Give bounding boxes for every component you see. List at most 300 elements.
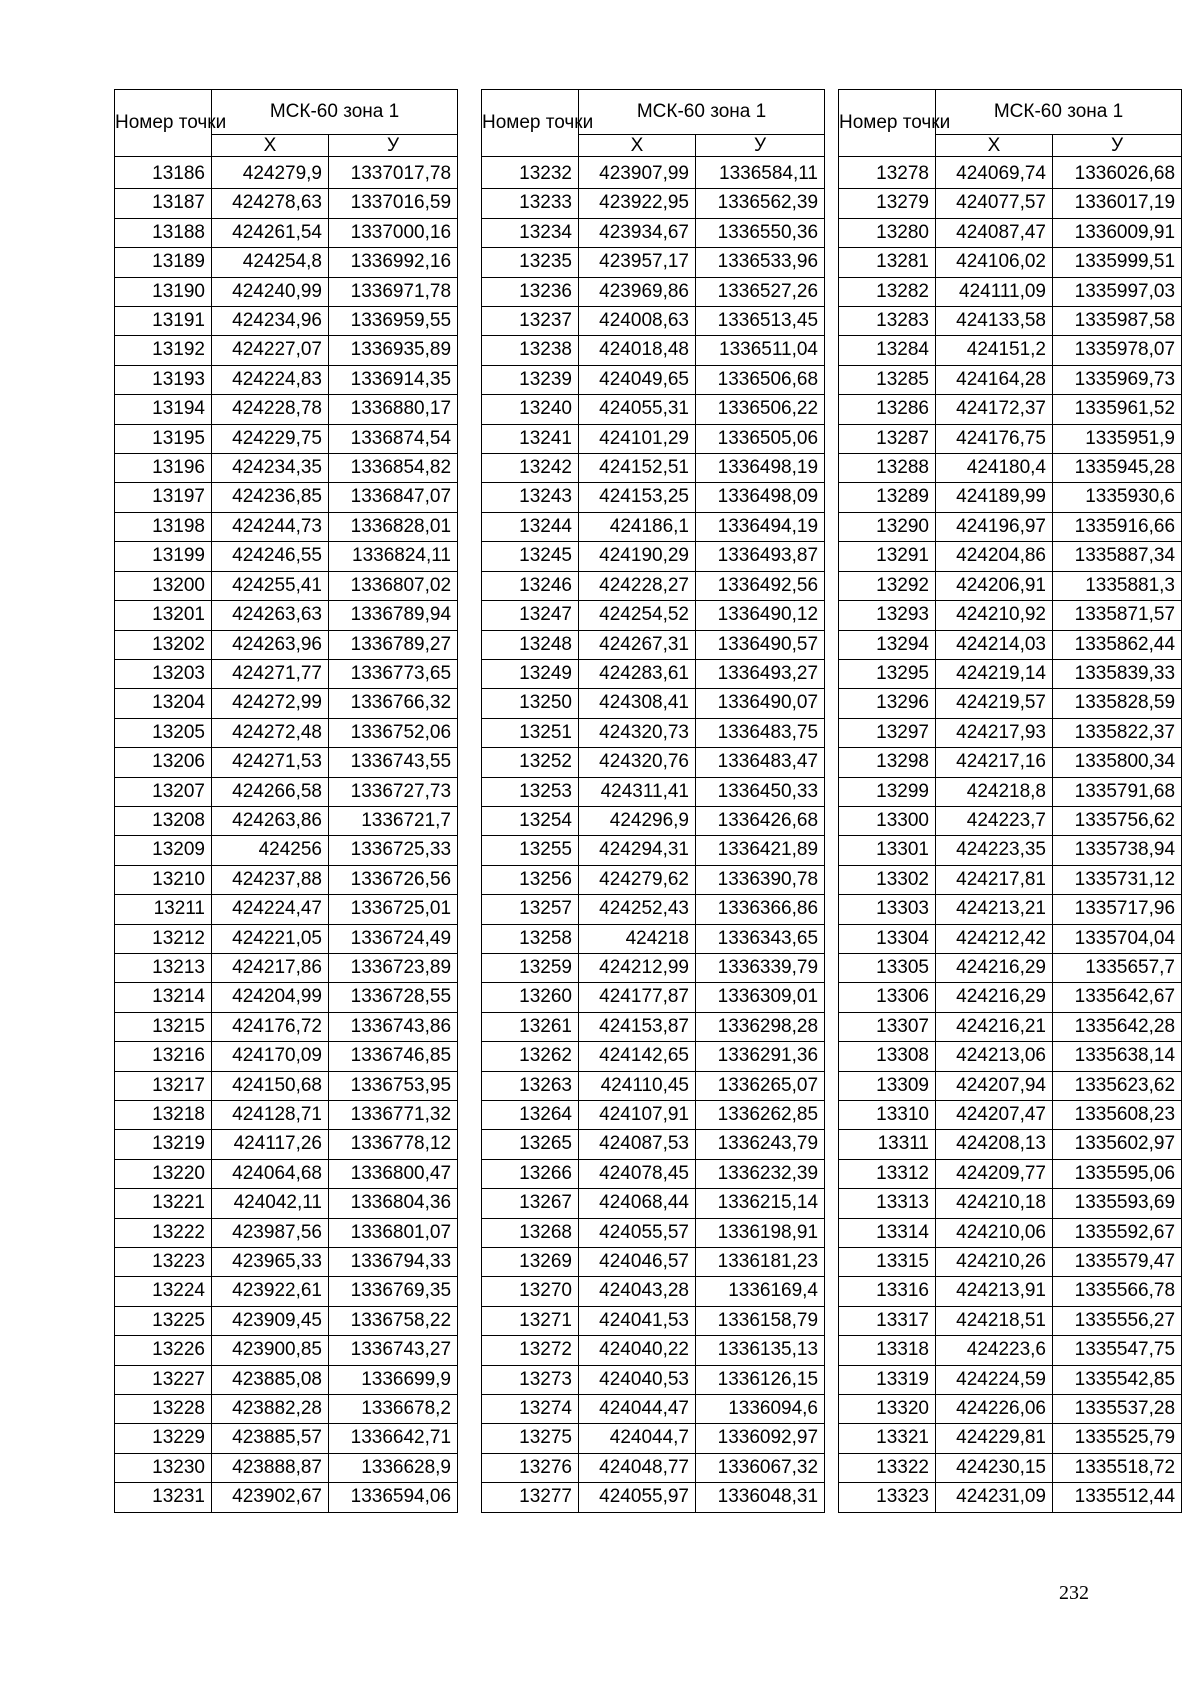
- table-row: [482, 189, 825, 218]
- table-header: [115, 90, 458, 157]
- x-coordinate-cell: 424043,28: [579, 1277, 696, 1306]
- y-coordinate-cell: 1336450,33: [696, 777, 825, 806]
- y-coordinate-cell: 1336492,56: [696, 571, 825, 600]
- x-coordinate-cell: 424087,47: [936, 218, 1053, 247]
- table-row: [839, 307, 1182, 336]
- y-coordinate-cell: 1336067,32: [696, 1453, 825, 1482]
- x-coordinate-cell: 424219,14: [936, 659, 1053, 688]
- y-coordinate-cell: 1336726,56: [329, 865, 458, 894]
- table-row: [482, 718, 825, 747]
- table-row: [839, 365, 1182, 394]
- x-coordinate-cell: 424224,59: [936, 1365, 1053, 1394]
- y-coordinate-cell: 1335800,34: [1053, 748, 1182, 777]
- y-coordinate-cell: 1336752,06: [329, 718, 458, 747]
- x-coordinate-cell: 424308,41: [579, 689, 696, 718]
- x-coordinate-cell: 424207,94: [936, 1071, 1053, 1100]
- point-number-cell: 13287: [839, 424, 936, 453]
- table-row: [115, 512, 458, 541]
- table-row: [115, 395, 458, 424]
- table-row: [115, 1071, 458, 1100]
- y-coordinate-cell: 1336343,65: [696, 924, 825, 953]
- y-coordinate-cell: 1336158,79: [696, 1306, 825, 1335]
- x-coordinate-cell: 424204,99: [212, 983, 329, 1012]
- point-number-cell: 13271: [482, 1306, 579, 1335]
- point-number-cell: 13270: [482, 1277, 579, 1306]
- x-coordinate-cell: 424210,06: [936, 1218, 1053, 1247]
- table-row: [115, 571, 458, 600]
- y-coordinate-cell: 1336243,79: [696, 1130, 825, 1159]
- y-coordinate-cell: 1336009,91: [1053, 218, 1182, 247]
- x-coordinate-cell: 424218,8: [936, 777, 1053, 806]
- x-coordinate-cell: 424237,88: [212, 865, 329, 894]
- y-coordinate-cell: 1336533,96: [696, 248, 825, 277]
- x-coordinate-cell: 424256: [212, 836, 329, 865]
- x-coordinate-cell: 424048,77: [579, 1453, 696, 1482]
- point-number-cell: 13201: [115, 601, 212, 630]
- table-row: [115, 1159, 458, 1188]
- y-coordinate-cell: 1337016,59: [329, 189, 458, 218]
- y-coordinate-cell: 1336092,97: [696, 1424, 825, 1453]
- table-row: [839, 1277, 1182, 1306]
- point-number-cell: 13289: [839, 483, 936, 512]
- y-coordinate-cell: 1336746,85: [329, 1042, 458, 1071]
- y-coordinate-cell: 1336628,9: [329, 1453, 458, 1482]
- table-row: [482, 1277, 825, 1306]
- table-row: [482, 659, 825, 688]
- x-coordinate-cell: 424263,96: [212, 630, 329, 659]
- point-number-cell: 13194: [115, 395, 212, 424]
- table-row: [839, 630, 1182, 659]
- x-coordinate-cell: 423885,57: [212, 1424, 329, 1453]
- y-coordinate-cell: 1335642,28: [1053, 1012, 1182, 1041]
- table-row: [482, 1071, 825, 1100]
- table-row: [482, 1218, 825, 1247]
- x-coordinate-cell: 424142,65: [579, 1042, 696, 1071]
- point-number-cell: 13267: [482, 1189, 579, 1218]
- table-body: [839, 157, 1182, 1513]
- x-coordinate-cell: 424227,07: [212, 336, 329, 365]
- table-row: [482, 542, 825, 571]
- x-coordinate-cell: 424271,77: [212, 659, 329, 688]
- y-coordinate-cell: 1336490,07: [696, 689, 825, 718]
- y-coordinate-cell: 1336778,12: [329, 1130, 458, 1159]
- table-row: [839, 836, 1182, 865]
- table-row: [115, 248, 458, 277]
- table-row: [115, 659, 458, 688]
- point-number-cell: 13220: [115, 1159, 212, 1188]
- x-coordinate-cell: 424224,47: [212, 895, 329, 924]
- point-number-cell: 13211: [115, 895, 212, 924]
- point-number-cell: 13279: [839, 189, 936, 218]
- point-number-cell: 13297: [839, 718, 936, 747]
- table-row: [839, 454, 1182, 483]
- x-coordinate-cell: 424210,18: [936, 1189, 1053, 1218]
- y-coordinate-cell: 1336874,54: [329, 424, 458, 453]
- x-coordinate-cell: 424217,16: [936, 748, 1053, 777]
- x-coordinate-cell: 424236,85: [212, 483, 329, 512]
- point-number-cell: 13237: [482, 307, 579, 336]
- y-coordinate-cell: 1336824,11: [329, 542, 458, 571]
- point-number-cell: 13247: [482, 601, 579, 630]
- point-number-cell: 13215: [115, 1012, 212, 1041]
- point-number-cell: 13311: [839, 1130, 936, 1159]
- y-coordinate-cell: 1336298,28: [696, 1012, 825, 1041]
- point-number-cell: 13255: [482, 836, 579, 865]
- table-row: [115, 689, 458, 718]
- table-row: [839, 571, 1182, 600]
- point-number-cell: 13248: [482, 630, 579, 659]
- point-number-cell: 13229: [115, 1424, 212, 1453]
- point-number-cell: 13280: [839, 218, 936, 247]
- point-number-cell: 13320: [839, 1395, 936, 1424]
- table-row: [839, 806, 1182, 835]
- x-coordinate-cell: 424207,47: [936, 1101, 1053, 1130]
- table-row: [482, 895, 825, 924]
- table-row: [839, 1189, 1182, 1218]
- x-coordinate-cell: 424110,45: [579, 1071, 696, 1100]
- table-row: [482, 953, 825, 982]
- table-row: [482, 1453, 825, 1482]
- y-coordinate-cell: 1336584,11: [696, 157, 825, 189]
- point-number-cell: 13259: [482, 953, 579, 982]
- y-coordinate-cell: 1335731,12: [1053, 865, 1182, 894]
- point-number-cell: 13198: [115, 512, 212, 541]
- table-row: [115, 1395, 458, 1424]
- y-coordinate-cell: 1335791,68: [1053, 777, 1182, 806]
- point-number-cell: 13197: [115, 483, 212, 512]
- y-coordinate-cell: 1336728,55: [329, 983, 458, 1012]
- coordinates-table-3: [838, 89, 1182, 1513]
- y-coordinate-cell: 1336699,9: [329, 1365, 458, 1394]
- table-row: [839, 865, 1182, 894]
- table-row: [839, 748, 1182, 777]
- point-number-cell: 13188: [115, 218, 212, 247]
- table-row: [115, 1189, 458, 1218]
- point-number-cell: 13322: [839, 1453, 936, 1482]
- y-coordinate-cell: 1336198,91: [696, 1218, 825, 1247]
- table-row: [482, 630, 825, 659]
- point-number-cell: 13199: [115, 542, 212, 571]
- table-row: [482, 1483, 825, 1512]
- table-row: [115, 454, 458, 483]
- table-row: [482, 571, 825, 600]
- x-coordinate-cell: 424049,65: [579, 365, 696, 394]
- x-coordinate-cell: 424055,31: [579, 395, 696, 424]
- point-number-cell: 13193: [115, 365, 212, 394]
- point-number-cell: 13316: [839, 1277, 936, 1306]
- y-coordinate-cell: 1335871,57: [1053, 601, 1182, 630]
- table-row: [482, 1306, 825, 1335]
- point-number-cell: 13292: [839, 571, 936, 600]
- point-number-cell: 13300: [839, 806, 936, 835]
- x-coordinate-cell: 424077,57: [936, 189, 1053, 218]
- point-number-cell: 13252: [482, 748, 579, 777]
- point-number-cell: 13225: [115, 1306, 212, 1335]
- y-coordinate-cell: 1335595,06: [1053, 1159, 1182, 1188]
- point-number-cell: 13224: [115, 1277, 212, 1306]
- table-row: [115, 1306, 458, 1335]
- x-coordinate-cell: 424176,72: [212, 1012, 329, 1041]
- y-coordinate-cell: 1336828,01: [329, 512, 458, 541]
- point-number-cell: 13263: [482, 1071, 579, 1100]
- table-row: [839, 1101, 1182, 1130]
- table-row: [839, 953, 1182, 982]
- y-coordinate-cell: 1336265,07: [696, 1071, 825, 1100]
- y-coordinate-cell: 1336847,07: [329, 483, 458, 512]
- y-coordinate-cell: 1335945,28: [1053, 454, 1182, 483]
- y-coordinate-cell: 1336506,68: [696, 365, 825, 394]
- point-number-cell: 13310: [839, 1101, 936, 1130]
- table-row: [839, 1042, 1182, 1071]
- x-coordinate-cell: 424117,26: [212, 1130, 329, 1159]
- y-coordinate-cell: 1337017,78: [329, 157, 458, 189]
- table-row: [482, 248, 825, 277]
- table-body: [115, 157, 458, 1513]
- point-number-cell: 13272: [482, 1336, 579, 1365]
- point-number-cell: 13295: [839, 659, 936, 688]
- y-coordinate-cell: 1335881,3: [1053, 571, 1182, 600]
- y-coordinate-cell: 1335987,58: [1053, 307, 1182, 336]
- x-coordinate-cell: 424279,9: [212, 157, 329, 189]
- y-coordinate-cell: 1336880,17: [329, 395, 458, 424]
- x-coordinate-cell: 424218,51: [936, 1306, 1053, 1335]
- y-coordinate-cell: 1336506,22: [696, 395, 825, 424]
- point-number-cell: 13283: [839, 307, 936, 336]
- x-coordinate-cell: 424283,61: [579, 659, 696, 688]
- point-number-cell: 13261: [482, 1012, 579, 1041]
- x-coordinate-cell: 424228,27: [579, 571, 696, 600]
- point-number-cell: 13230: [115, 1453, 212, 1482]
- table-row: [115, 483, 458, 512]
- x-coordinate-cell: 424229,75: [212, 424, 329, 453]
- table-row: [839, 1483, 1182, 1512]
- y-coordinate-cell: 1336724,49: [329, 924, 458, 953]
- x-coordinate-cell: 424101,29: [579, 424, 696, 453]
- x-coordinate-cell: 424208,13: [936, 1130, 1053, 1159]
- point-number-cell: 13238: [482, 336, 579, 365]
- x-coordinate-cell: 424271,53: [212, 748, 329, 777]
- point-number-cell: 13240: [482, 395, 579, 424]
- x-coordinate-cell: 424008,63: [579, 307, 696, 336]
- point-number-cell: 13223: [115, 1248, 212, 1277]
- y-coordinate-cell: 1336725,33: [329, 836, 458, 865]
- y-coordinate-cell: 1336721,7: [329, 806, 458, 835]
- table-row: [839, 1365, 1182, 1394]
- y-coordinate-cell: 1336215,14: [696, 1189, 825, 1218]
- y-coordinate-cell: 1336126,15: [696, 1365, 825, 1394]
- x-coordinate-cell: 423922,95: [579, 189, 696, 218]
- point-number-cell: 13265: [482, 1130, 579, 1159]
- point-number-cell: 13257: [482, 895, 579, 924]
- x-coordinate-cell: 424213,21: [936, 895, 1053, 924]
- table-row: [115, 836, 458, 865]
- y-coordinate-cell: 1336390,78: [696, 865, 825, 894]
- point-number-cell: 13274: [482, 1395, 579, 1424]
- y-coordinate-cell: 1336493,27: [696, 659, 825, 688]
- x-coordinate-cell: 424078,45: [579, 1159, 696, 1188]
- point-number-cell: 13219: [115, 1130, 212, 1159]
- y-coordinate-cell: 1335978,07: [1053, 336, 1182, 365]
- table-row: [115, 983, 458, 1012]
- y-coordinate-cell: 1335717,96: [1053, 895, 1182, 924]
- table-header: [839, 90, 1182, 157]
- x-coordinate-cell: 424041,53: [579, 1306, 696, 1335]
- y-coordinate-cell: 1336494,19: [696, 512, 825, 541]
- x-coordinate-cell: 424261,54: [212, 218, 329, 247]
- point-number-cell: 13234: [482, 218, 579, 247]
- table-row: [839, 424, 1182, 453]
- x-coordinate-cell: 424128,71: [212, 1101, 329, 1130]
- y-coordinate-cell: 1336169,4: [696, 1277, 825, 1306]
- y-coordinate-cell: 1336262,85: [696, 1101, 825, 1130]
- point-number-cell: 13281: [839, 248, 936, 277]
- point-number-cell: 13232: [482, 157, 579, 189]
- x-coordinate-cell: 424218: [579, 924, 696, 953]
- table-row: [482, 806, 825, 835]
- point-number-cell: 13309: [839, 1071, 936, 1100]
- y-coordinate-cell: 1336562,39: [696, 189, 825, 218]
- point-number-cell: 13299: [839, 777, 936, 806]
- y-coordinate-cell: 1336426,68: [696, 806, 825, 835]
- point-number-cell: 13273: [482, 1365, 579, 1394]
- table-row: [115, 601, 458, 630]
- y-coordinate-cell: 1335512,44: [1053, 1483, 1182, 1512]
- y-coordinate-cell: 1336232,39: [696, 1159, 825, 1188]
- point-number-cell: 13187: [115, 189, 212, 218]
- x-coordinate-cell: 424044,7: [579, 1424, 696, 1453]
- point-number-cell: 13288: [839, 454, 936, 483]
- x-coordinate-cell: 424216,21: [936, 1012, 1053, 1041]
- y-coordinate-cell: 1335525,79: [1053, 1424, 1182, 1453]
- x-coordinate-cell: 424240,99: [212, 277, 329, 306]
- table-row: [482, 1130, 825, 1159]
- y-coordinate-cell: 1336914,35: [329, 365, 458, 394]
- x-coordinate-cell: 423922,61: [212, 1277, 329, 1306]
- table-row: [482, 1101, 825, 1130]
- y-coordinate-cell: 1336527,26: [696, 277, 825, 306]
- y-coordinate-cell: 1336789,27: [329, 630, 458, 659]
- x-coordinate-cell: 424229,81: [936, 1424, 1053, 1453]
- x-coordinate-cell: 424255,41: [212, 571, 329, 600]
- table-row: [115, 777, 458, 806]
- y-coordinate-cell: 1336498,09: [696, 483, 825, 512]
- x-coordinate-cell: 424064,68: [212, 1159, 329, 1188]
- x-coordinate-cell: 424311,41: [579, 777, 696, 806]
- y-coordinate-cell: 1336483,75: [696, 718, 825, 747]
- point-number-cell: 13242: [482, 454, 579, 483]
- x-coordinate-cell: 424266,58: [212, 777, 329, 806]
- table-row: [839, 983, 1182, 1012]
- y-coordinate-cell: 1335657,7: [1053, 953, 1182, 982]
- table-row: [482, 365, 825, 394]
- point-number-cell: 13318: [839, 1336, 936, 1365]
- x-coordinate-cell: 424153,25: [579, 483, 696, 512]
- y-coordinate-cell: 1335997,03: [1053, 277, 1182, 306]
- y-coordinate-cell: 1336801,07: [329, 1218, 458, 1247]
- point-number-cell: 13249: [482, 659, 579, 688]
- point-number-cell: 13206: [115, 748, 212, 777]
- x-coordinate-cell: 424133,58: [936, 307, 1053, 336]
- table-row: [115, 1453, 458, 1482]
- point-number-cell: 13231: [115, 1483, 212, 1512]
- point-number-cell: 13191: [115, 307, 212, 336]
- table-row: [115, 1483, 458, 1512]
- table-row: [482, 218, 825, 247]
- x-coordinate-cell: 424217,93: [936, 718, 1053, 747]
- y-coordinate-cell: 1335518,72: [1053, 1453, 1182, 1482]
- point-number-cell: 13196: [115, 454, 212, 483]
- y-coordinate-cell: 1335542,85: [1053, 1365, 1182, 1394]
- x-coordinate-cell: 424055,97: [579, 1483, 696, 1512]
- point-number-cell: 13305: [839, 953, 936, 982]
- x-coordinate-cell: 424217,81: [936, 865, 1053, 894]
- y-coordinate-cell: 1336725,01: [329, 895, 458, 924]
- table-row: [839, 189, 1182, 218]
- x-coordinate-cell: 424018,48: [579, 336, 696, 365]
- x-coordinate-cell: 424164,28: [936, 365, 1053, 394]
- table-row: [115, 218, 458, 247]
- y-coordinate-cell: 1336992,16: [329, 248, 458, 277]
- x-coordinate-cell: 424111,09: [936, 277, 1053, 306]
- point-number-cell: 13290: [839, 512, 936, 541]
- y-coordinate-cell: 1336309,01: [696, 983, 825, 1012]
- point-number-cell: 13227: [115, 1365, 212, 1394]
- y-coordinate-cell: 1336505,06: [696, 424, 825, 453]
- y-coordinate-cell: 1336339,79: [696, 953, 825, 982]
- x-coordinate-cell: 423900,85: [212, 1336, 329, 1365]
- point-number-cell: 13195: [115, 424, 212, 453]
- x-coordinate-cell: 424223,7: [936, 806, 1053, 835]
- point-number-cell: 13251: [482, 718, 579, 747]
- table-row: [115, 953, 458, 982]
- x-coordinate-cell: 424069,74: [936, 157, 1053, 189]
- table-row: [115, 307, 458, 336]
- table-row: [115, 1130, 458, 1159]
- y-coordinate-cell: 1336743,55: [329, 748, 458, 777]
- x-coordinate-cell: 424221,05: [212, 924, 329, 953]
- point-number-cell: 13250: [482, 689, 579, 718]
- x-coordinate-cell: 424044,47: [579, 1395, 696, 1424]
- table-row: [482, 157, 825, 189]
- x-coordinate-cell: 424151,2: [936, 336, 1053, 365]
- table-row: [482, 777, 825, 806]
- y-coordinate-cell: 1336490,57: [696, 630, 825, 659]
- table-row: [839, 1130, 1182, 1159]
- table-row: [482, 865, 825, 894]
- x-coordinate-cell: 424106,02: [936, 248, 1053, 277]
- table-row: [115, 1365, 458, 1394]
- y-column-header: У: [1053, 135, 1182, 157]
- table-row: [839, 1071, 1182, 1100]
- x-coordinate-cell: 424254,52: [579, 601, 696, 630]
- y-coordinate-cell: 1336771,32: [329, 1101, 458, 1130]
- point-number-cell: 13321: [839, 1424, 936, 1453]
- point-number-cell: 13323: [839, 1483, 936, 1512]
- point-number-cell: 13293: [839, 601, 936, 630]
- point-number-cell: 13226: [115, 1336, 212, 1365]
- y-coordinate-cell: 1335738,94: [1053, 836, 1182, 865]
- x-coordinate-cell: 424234,35: [212, 454, 329, 483]
- y-coordinate-cell: 1336026,68: [1053, 157, 1182, 189]
- y-coordinate-cell: 1336794,33: [329, 1248, 458, 1277]
- point-number-cell: 13258: [482, 924, 579, 953]
- point-number-cell: 13294: [839, 630, 936, 659]
- x-coordinate-cell: 424216,29: [936, 983, 1053, 1012]
- table-row: [482, 454, 825, 483]
- table-row: [839, 1012, 1182, 1041]
- point-number-header: Номер точки: [839, 90, 936, 157]
- table-row: [115, 424, 458, 453]
